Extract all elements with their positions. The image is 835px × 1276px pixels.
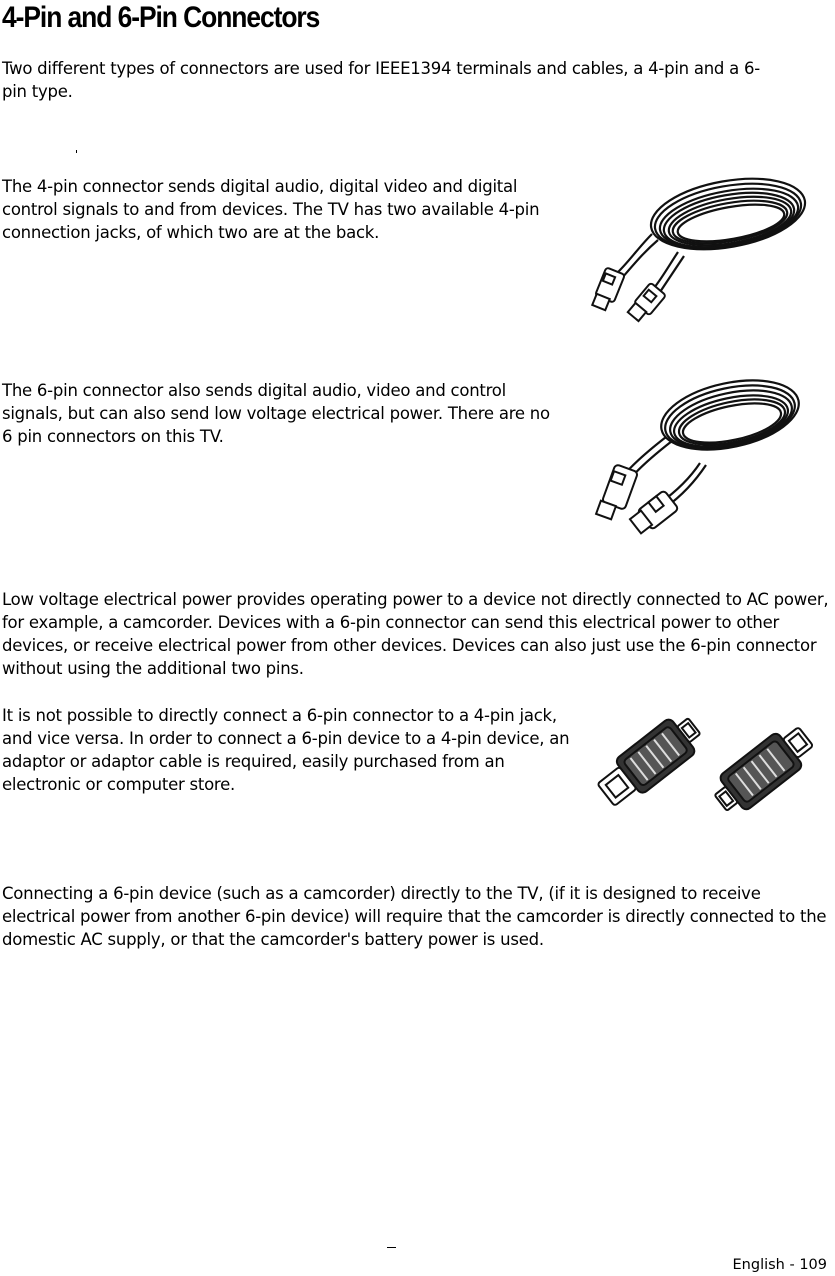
cable-icon <box>588 168 813 323</box>
adapter-plugs-illustration <box>588 694 828 834</box>
stray-mark <box>76 150 77 153</box>
page-number: English - 109 <box>732 1257 827 1273</box>
cable-icon <box>588 375 813 537</box>
page-title: 4-Pin and 6-Pin Connectors <box>2 1 320 34</box>
six-pin-paragraph: The 6-pin connector also sends digital audio, video and control signals, but can also send low voltage electrical power. There are no 6 pin connectors on this TV. <box>2 381 550 446</box>
low-voltage-paragraph: Low voltage electrical power provides operating power to a device not directly connected to AC power, for example, a camcorder. Devices with a 6-pin connector can send this electrical power to other devices, or receive electrical power from other devices. Devices can also just use the 6-pin connector without using the additional two pins. <box>2 590 829 678</box>
six-pin-cable-illustration <box>588 375 813 537</box>
four-pin-cable-illustration <box>588 168 813 323</box>
adapter-plug-icon <box>588 694 828 834</box>
camcorder-paragraph: Connecting a 6-pin device (such as a camcorder) directly to the TV, (if it is designed to receive electrical power from another 6-pin device) will require that the camcorder is directly connected to the domestic AC supply, or that the camcorder's battery power is used. <box>2 884 827 949</box>
footer-dash <box>387 1247 396 1248</box>
intro-paragraph: Two different types of connectors are used for IEEE1394 terminals and cables, a 4-pin and a 6-pin type. <box>2 59 760 101</box>
four-pin-paragraph: The 4-pin connector sends digital audio, digital video and digital control signals to and from devices. The TV has two available 4-pin connection jacks, of which two are at the back. <box>2 177 540 242</box>
adaptor-paragraph: It is not possible to directly connect a 6-pin connector to a 4-pin jack, and vice versa. In order to connect a 6-pin device to a 4-pin device, an adaptor or adaptor cable is required, easily purchased from an electronic or computer store. <box>2 706 570 794</box>
